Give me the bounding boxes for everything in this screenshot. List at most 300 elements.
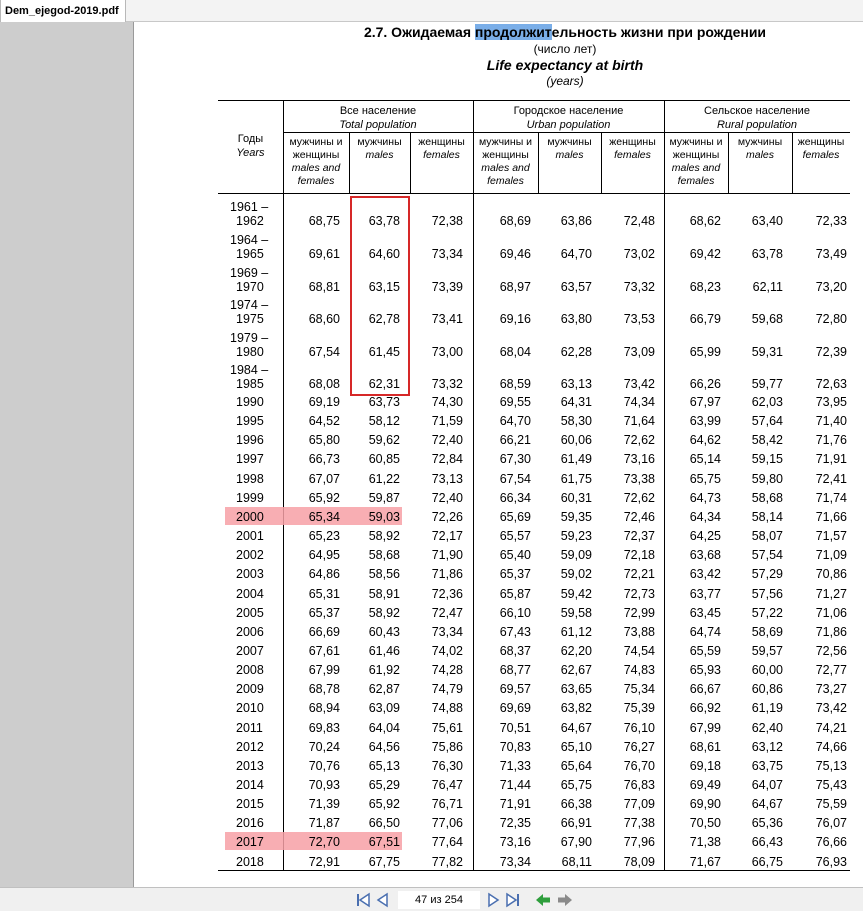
table-cell: 64,34 [689,509,721,524]
table-cell: 72,46 [623,509,655,524]
table-cell: 65,92 [308,490,340,505]
subtitle-en: Life expectancy at birth [486,57,644,73]
tab-bar [0,0,863,22]
table-cell: 71,39 [308,797,340,812]
table-cell: 76,70 [623,758,655,773]
table-cell: 73,34 [499,854,531,869]
table-cell: 58,68 [751,490,783,505]
table-cell: 58,42 [751,433,783,448]
year-label: 1990 [236,395,264,409]
table-cell: 62,03 [751,395,783,409]
subcolumn-header-en: males [745,149,774,161]
table-cell: 64,67 [560,720,592,735]
table-cell: 61,45 [368,345,400,359]
year-label: 2003 [236,567,264,582]
table-cell: 71,44 [499,778,531,792]
table-cell: 74,30 [431,395,463,409]
group-rule [664,100,665,870]
table-cell: 63,86 [560,214,592,228]
table-cell: 72,33 [815,214,847,228]
table-cell: 71,91 [815,452,847,467]
table-cell: 58,12 [368,414,400,429]
subcolumn-header [665,136,727,188]
subcolumn-header-ru: мужчины [547,136,592,148]
table-cell: 66,10 [499,605,531,620]
table-cell: 64,95 [308,548,340,563]
subtitle-ru: (число лет) [533,42,597,56]
table-cell: 65,40 [499,548,531,563]
table-cell: 64,52 [308,414,340,429]
table-cell: 70,83 [499,739,531,754]
table-cell: 70,86 [815,567,847,582]
year-label: 2014 [236,778,264,792]
table-cell: 74,54 [623,643,655,658]
table-cell: 75,43 [815,778,847,792]
table-cell: 62,67 [560,663,592,678]
table-cell: 67,54 [499,471,531,486]
table-cell: 71,57 [815,529,847,544]
subcolumn-header-en: females [614,149,651,161]
table-cell: 62,31 [368,377,400,391]
document-tab[interactable]: Dem_ejegod-2019.pdf [0,0,126,22]
table-cell: 73,95 [815,395,847,409]
year-label: 1995 [236,414,264,429]
group-header-en: Total population [339,119,417,131]
table-cell: 65,57 [499,529,531,544]
table-cell: 59,15 [751,452,783,467]
table-cell: 58,92 [368,605,400,620]
table-cell: 67,90 [560,835,592,850]
table-cell: 72,47 [431,605,463,620]
table-cell: 67,07 [308,471,340,486]
table-cell: 63,42 [689,567,721,582]
table-cell: 71,90 [431,548,463,563]
first-page-icon[interactable] [354,891,372,909]
table-cell: 69,18 [689,758,721,773]
table-cell: 68,97 [499,280,531,294]
year-label: 2015 [236,797,264,812]
table-cell: 67,99 [689,720,721,735]
table-cell: 73,13 [431,471,463,486]
table-cell: 67,51 [368,835,400,850]
group-header-ru: Все население [339,105,417,117]
table-cell: 63,13 [560,377,592,391]
table-cell: 68,08 [308,377,340,391]
subcolumn-header-ru: женщины [609,136,656,148]
table-cell: 59,31 [751,345,783,359]
table-cell: 59,35 [560,509,592,524]
table-cell: 57,56 [751,586,783,601]
table-cell: 65,64 [560,758,592,773]
table-cell: 75,59 [815,797,847,812]
table-cell: 66,79 [689,312,721,326]
table-cell: 68,59 [499,377,531,391]
table-cell: 68,94 [308,701,340,716]
table-cell: 59,02 [560,567,592,582]
year-label: 1998 [236,471,264,486]
table-cell: 72,80 [815,312,847,326]
table-cell: 64,56 [368,739,400,754]
table-cell: 71,74 [815,490,847,505]
table-cell: 65,87 [499,586,531,601]
table-cell: 76,93 [815,854,847,869]
forward-arrow-icon[interactable] [556,891,574,909]
table-cell: 73,02 [623,247,655,261]
table-cell: 66,21 [499,433,531,448]
table-cell: 64,31 [560,395,592,409]
table-cell: 72,26 [431,509,463,524]
subcolumn-header-en: males and females [671,162,721,187]
table-cell: 74,21 [815,720,847,735]
table-cell: 69,16 [499,312,531,326]
table-cell: 72,70 [308,835,340,850]
year-label: 1965 [236,247,264,261]
table-cell: 66,38 [560,797,592,812]
table-cell: 65,23 [308,529,340,544]
table-cell: 73,88 [623,624,655,639]
group-header-rule [283,132,850,133]
table-cell: 76,83 [623,778,655,792]
table-cell: 71,67 [689,854,721,869]
table-cell: 59,62 [368,433,400,448]
table-cell: 57,54 [751,548,783,563]
table-cell: 69,42 [689,247,721,261]
table-cell: 58,69 [751,624,783,639]
table-cell: 71,09 [815,548,847,563]
table-cell: 63,40 [751,214,783,228]
previous-page-icon[interactable] [374,891,392,909]
table-cell: 64,73 [689,490,721,505]
table-cell: 61,92 [368,663,400,678]
table-cell: 72,62 [623,490,655,505]
table-cell: 61,12 [560,624,592,639]
table-cell: 58,07 [751,529,783,544]
table-cell: 63,57 [560,280,592,294]
group-rule [473,100,474,870]
table-cell: 58,30 [560,414,592,429]
table-cell: 59,87 [368,490,400,505]
table-cell: 64,67 [751,797,783,812]
table-cell: 65,80 [308,433,340,448]
table-cell: 73,00 [431,345,463,359]
table-cell: 66,69 [308,624,340,639]
table-cell: 73,16 [499,835,531,850]
table-cell: 61,19 [751,701,783,716]
subcolumn-header [602,136,663,162]
back-arrow-icon[interactable] [534,891,552,909]
table-cell: 66,50 [368,816,400,831]
table-cell: 71,86 [815,624,847,639]
page-number-field[interactable]: 47 из 254 [398,891,480,909]
table-cell: 59,77 [751,377,783,391]
table-cell: 74,79 [431,682,463,697]
table-cell: 76,27 [623,739,655,754]
year-label: 2006 [236,624,264,639]
table-cell: 63,82 [560,701,592,716]
table-cell: 65,75 [689,471,721,486]
table-cell: 63,15 [368,280,400,294]
table-cell: 70,93 [308,778,340,792]
table-top-rule [218,100,850,101]
year-label: 2009 [236,682,264,697]
table-cell: 71,87 [308,816,340,831]
year-label: 1997 [236,452,264,467]
table-cell: 75,61 [431,720,463,735]
table-cell: 72,91 [308,854,340,869]
table-cell: 68,23 [689,280,721,294]
table-cell: 76,71 [431,797,463,812]
table-cell: 65,14 [689,452,721,467]
table-cell: 62,87 [368,682,400,697]
table-cell: 60,00 [751,663,783,678]
header-bottom-rule [218,193,850,194]
last-page-icon[interactable] [504,891,522,909]
year-label: 2011 [236,720,263,735]
table-cell: 64,07 [751,778,783,792]
table-cell: 73,53 [623,312,655,326]
table-cell: 72,35 [499,816,531,831]
year-label: 2013 [236,758,264,773]
table-cell: 72,39 [815,345,847,359]
table-cell: 71,40 [815,414,847,429]
table-cell: 75,86 [431,739,463,754]
subcolumn-header-en: females [802,149,840,161]
table-cell: 63,09 [368,701,400,716]
table-cell: 68,61 [689,739,721,754]
subcolumn-header-en: males and females [481,162,530,187]
table-cell: 73,39 [431,280,463,294]
table-cell: 72,99 [623,605,655,620]
year-label: 2018 [236,854,264,869]
subcolumn-header [411,136,472,162]
table-cell: 63,78 [751,247,783,261]
table-cell: 58,91 [368,586,400,601]
table-cell: 75,34 [623,682,655,697]
table-cell: 72,40 [431,433,463,448]
page-navigation-toolbar [0,887,863,911]
table-cell: 74,66 [815,739,847,754]
table-cell: 70,51 [499,720,531,735]
table-cell: 77,38 [623,816,655,831]
year-label: 2004 [236,586,264,601]
table-cell: 76,07 [815,816,847,831]
table-cell: 73,38 [623,471,655,486]
table-cell: 77,09 [623,797,655,812]
table-cell: 74,34 [623,395,655,409]
table-cell: 60,06 [560,433,592,448]
table-cell: 73,32 [431,377,463,391]
table-cell: 65,36 [751,816,783,831]
table-cell: 63,75 [751,758,783,773]
table-cell: 68,04 [499,345,531,359]
table-cell: 68,78 [308,682,340,697]
table-cell: 65,75 [560,778,592,792]
year-label: 2016 [236,816,264,831]
page-title: 2.7. Ожидаемая продолжительность жизни при рождении [363,24,767,40]
subcolumn-header-ru: мужчины и женщины [669,136,723,161]
group-header [473,104,664,132]
year-label: 1969 – [230,266,269,280]
table-cell: 78,09 [623,854,655,869]
table-cell: 57,29 [751,567,783,582]
table-cell: 63,99 [689,414,721,429]
table-cell: 57,64 [751,414,783,429]
table-cell: 73,42 [815,701,847,716]
table-cell: 69,19 [308,395,340,409]
table-cell: 73,41 [431,312,463,326]
table-cell: 63,65 [560,682,592,697]
subtitle-en-units: (years) [546,74,584,88]
table-cell: 69,55 [499,395,531,409]
year-column-rule [283,100,284,870]
year-label: 1970 [236,280,264,294]
table-cell: 63,45 [689,605,721,620]
table-cell: 72,73 [623,586,655,601]
table-cell: 74,28 [431,663,463,678]
table-cell: 65,99 [689,345,721,359]
table-cell: 64,60 [368,247,400,261]
year-label: 1961 – [230,200,269,214]
subcolumn-header-en: males [555,149,584,161]
subcolumn-header [793,136,849,162]
table-cell: 65,37 [308,605,340,620]
table-cell: 65,31 [308,586,340,601]
table-cell: 68,37 [499,643,531,658]
group-header-en: Urban population [526,119,611,131]
year-label: 1999 [236,490,264,505]
selected-text: продолжит [474,24,552,40]
table-cell: 63,12 [751,739,783,754]
table-cell: 58,14 [751,509,783,524]
table-cell: 63,77 [689,586,721,601]
year-label: 2001 [236,529,264,544]
subcolumn-header-en: females [423,149,460,161]
year-label: 1996 [236,433,264,448]
table-cell: 61,46 [368,643,400,658]
left-side-panel [0,22,134,887]
table-cell: 64,74 [689,624,721,639]
year-label: 1984 – [230,363,269,377]
table-cell: 72,63 [815,377,847,391]
table-cell: 69,46 [499,247,531,261]
table-cell: 65,37 [499,567,531,582]
table-cell: 60,31 [560,490,592,505]
table-cell: 64,62 [689,433,721,448]
table-cell: 59,09 [560,548,592,563]
table-cell: 65,29 [368,778,400,792]
table-cell: 64,70 [560,247,592,261]
table-cell: 71,91 [499,797,531,812]
table-cell: 62,40 [751,720,783,735]
year-label: 1964 – [230,233,269,247]
table-cell: 69,83 [308,720,340,735]
year-label: 1980 [236,345,264,359]
group-header [283,104,473,132]
subcolumn-header [350,136,409,162]
year-label: 2010 [236,701,264,716]
subcolumn-header-ru: мужчины и женщины [478,136,533,161]
table-cell: 73,09 [623,345,655,359]
table-cell: 72,18 [623,548,655,563]
table-cell: 73,42 [623,377,655,391]
table-cell: 71,06 [815,605,847,620]
subcolumn-header [284,136,348,188]
year-label: 2007 [236,643,264,658]
table-cell: 64,25 [689,529,721,544]
year-label: 1979 – [230,331,269,345]
subcolumn-header-ru: женщины [797,136,845,148]
group-header-en: Rural population [716,119,798,131]
years-column-header [218,132,283,160]
subcolumn-header-en: males [365,149,394,161]
next-page-icon[interactable] [484,891,502,909]
subcolumn-header-ru: мужчины [357,136,402,148]
table-cell: 71,27 [815,586,847,601]
table-cell: 59,68 [751,312,783,326]
table-cell: 76,10 [623,720,655,735]
table-cell: 63,80 [560,312,592,326]
table-cell: 72,48 [623,214,655,228]
table-cell: 68,11 [561,854,592,869]
table-cell: 63,68 [689,548,721,563]
table-cell: 72,62 [623,433,655,448]
table-cell: 72,84 [431,452,463,467]
table-cell: 76,47 [431,778,463,792]
table-cell: 66,92 [689,701,721,716]
table-cell: 66,26 [689,377,721,391]
table-cell: 72,41 [815,471,847,486]
table-cell: 77,06 [431,816,463,831]
table-cell: 62,28 [560,345,592,359]
table-cell: 76,66 [815,835,847,850]
table-cell: 71,66 [815,509,847,524]
subcolumn-header [729,136,791,162]
table-cell: 59,23 [560,529,592,544]
table-cell: 75,13 [815,758,847,773]
table-cell: 73,32 [623,280,655,294]
table-cell: 72,77 [815,663,847,678]
year-label: 1985 [236,377,264,391]
table-cell: 72,37 [623,529,655,544]
table-cell: 71,76 [815,433,847,448]
table-cell: 72,56 [815,643,847,658]
subcolumn-header [474,136,537,188]
table-cell: 67,54 [308,345,340,359]
table-cell: 73,49 [815,247,847,261]
subcolumn-header-en: males and females [291,162,341,187]
table-cell: 60,85 [368,452,400,467]
table-cell: 74,02 [431,643,463,658]
table-cell: 72,40 [431,490,463,505]
table-cell: 66,34 [499,490,531,505]
table-cell: 66,75 [751,854,783,869]
table-cell: 59,57 [751,643,783,658]
table-cell: 59,03 [368,509,400,524]
subcolumn-header-ru: мужчины и женщины [289,136,343,161]
table-cell: 71,33 [499,758,531,773]
table-cell: 75,39 [623,701,655,716]
table-cell: 77,64 [431,835,463,850]
table-cell: 57,22 [751,605,783,620]
table-cell: 67,99 [308,663,340,678]
table-cell: 73,27 [815,682,847,697]
table-cell: 64,04 [368,720,400,735]
table-cell: 72,17 [431,529,463,544]
table-cell: 64,86 [308,567,340,582]
table-cell: 73,20 [815,280,847,294]
table-cell: 73,34 [431,624,463,639]
table-cell: 69,57 [499,682,531,697]
